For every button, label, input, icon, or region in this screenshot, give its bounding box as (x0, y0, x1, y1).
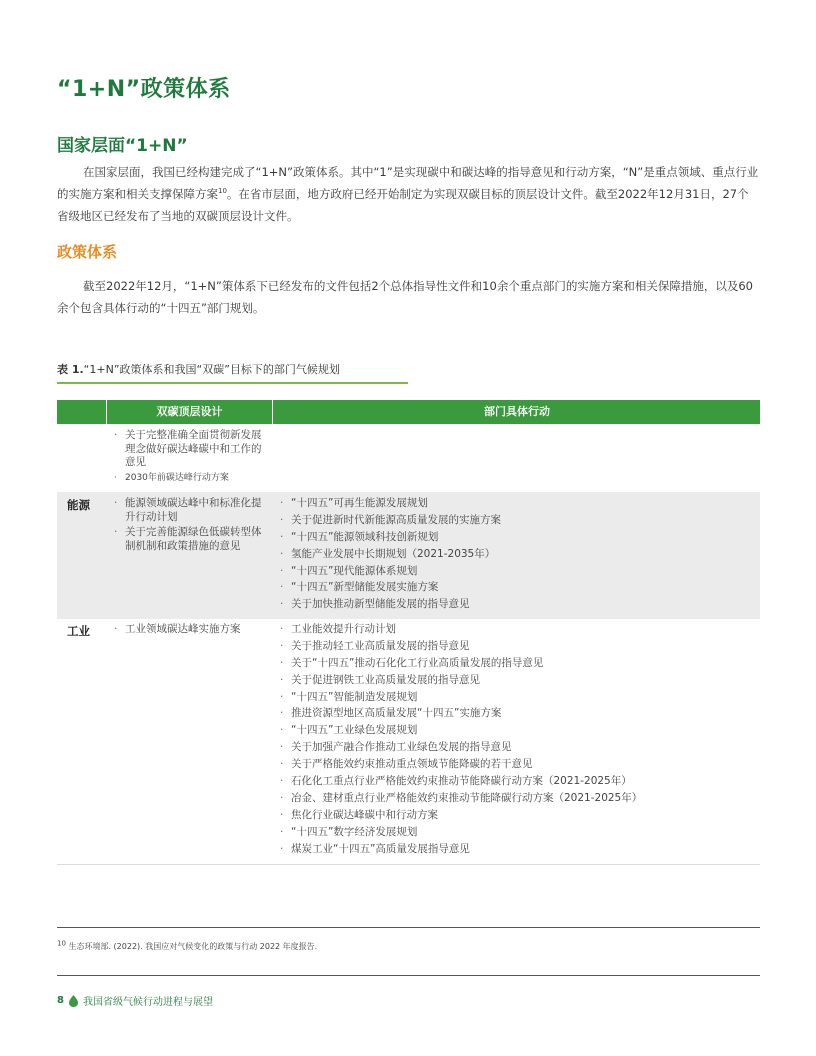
list-item: · 关于“十四五”推动石化化工行业高质量发展的指导意见 (277, 657, 747, 671)
table-header-divider (106, 400, 107, 424)
list-item: · “十四五”数字经济发展规划 (277, 826, 747, 840)
section-heading-national: 国家层面“1+N” (57, 136, 188, 156)
table-header-top-level: 双碳顶层设计 (156, 405, 223, 418)
top-level-list (111, 497, 263, 555)
paragraph-national-a: 在国家层面，我国已经构建完成了“1+N”政策体系。其中“1”是实现碳中和碳达峰的指导意见和行动方案，“N”是重点领域、重点行业的实施方案和相关支撑保障方案 (57, 165, 759, 201)
footnote-divider (57, 927, 760, 928)
leaf-icon (69, 995, 78, 1007)
page-number: 8 (57, 995, 64, 1006)
list-item: · “十四五”可再生能源发展规划 (277, 497, 747, 511)
actions-list (277, 497, 747, 615)
footnote (57, 941, 317, 952)
list-item: · “十四五”新型储能发展实施方案 (277, 581, 747, 595)
list-item: · “十四五”智能制造发展规划 (277, 691, 747, 705)
list-item: · “十四五”能源领域科技创新规划 (277, 531, 747, 545)
page-title: “1+N”政策体系 (57, 77, 231, 102)
table-header (57, 400, 760, 424)
list-item: · 关于加快推动新型储能发展的指导意见 (277, 598, 747, 612)
list-item: · 关于促进新时代新能源高质量发展的实施方案 (277, 514, 747, 528)
footer (57, 993, 213, 1008)
table-caption-underline (57, 382, 408, 384)
list-item: · 工业领域碳达峰实施方案 (111, 623, 271, 637)
paragraph-national (57, 161, 760, 227)
list-item: · 2030年前碳达峰行动方案 (111, 472, 263, 486)
row-label-industry: 工业 (67, 624, 90, 638)
table-caption-label: 表 1. (57, 363, 84, 376)
footnote-number: 10 (57, 939, 66, 948)
table-header-divider (272, 400, 273, 424)
table-header-actions: 部门具体行动 (484, 405, 550, 418)
list-item: · 氢能产业发展中长期规划（2021-2035年） (277, 548, 747, 562)
list-item: · 关于严格能效约束推动重点领域节能降碳的若干意见 (277, 758, 747, 772)
list-item: · 关于完整准确全面贯彻新发展理念做好碳达峰碳中和工作的意见 (111, 429, 263, 470)
list-item: · 焦化行业碳达峰碳中和行动方案 (277, 809, 747, 823)
top-level-list (111, 623, 271, 639)
footer-divider (57, 975, 760, 976)
list-item: · 石化化工重点行业严格能效约束推动节能降碳行动方案（2021-2025年） (277, 775, 747, 789)
list-item: · “十四五”现代能源体系规划 (277, 565, 747, 579)
section-heading-policy: 政策体系 (57, 243, 118, 261)
list-item: · 推进资源型地区高质量发展“十四五”实施方案 (277, 707, 747, 721)
footnote-text: 生态环境部. (2022). 我国应对气候变化的政策与行动 2022 年度报告. (68, 942, 318, 951)
list-item: · 煤炭工业“十四五”高质量发展指导意见 (277, 843, 747, 857)
actions-list (277, 623, 747, 859)
list-item: · “十四五”工业绿色发展规划 (277, 724, 747, 738)
list-item: · 冶金、建材重点行业严格能效约束推动节能降碳行动方案（2021-2025年） (277, 792, 747, 806)
paragraph-policy: 截至2022年12月，“1+N”策体系下已经发布的文件包括2个总体指导性文件和10余个重点部门的实施方案和相关保障措施，以及60余个包含具体行动的“十四五”部门规划。 (57, 279, 753, 315)
footer-title: 我国省级气候行动进程与展望 (82, 997, 213, 1008)
table-caption (57, 361, 340, 377)
list-item: · 关于促进钢铁工业高质量发展的指导意见 (277, 674, 747, 688)
paragraph-national-b: 。在省市层面，地方政府已经开始制定为实现双碳目标的顶层设计文件。截至2022年12月31日，27个省级地区已经发布了当地的双碳顶层设计文件。 (57, 187, 749, 223)
top-level-list (111, 429, 263, 487)
footnote-ref[interactable]: 10 (218, 187, 227, 196)
list-item: · 关于完善能源绿色低碳转型体制机制和政策措施的意见 (111, 526, 263, 553)
list-item: · 能源领域碳达峰中和标准化提升行动计划 (111, 497, 263, 524)
row-label-energy: 能源 (67, 498, 90, 512)
list-item: · 工业能效提升行动计划 (277, 623, 747, 637)
list-item: · 关于加强产融合作推动工业绿色发展的指导意见 (277, 741, 747, 755)
list-item: · 关于推动轻工业高质量发展的指导意见 (277, 640, 747, 654)
table-caption-text: “1+N”政策体系和我国“双碳”目标下的部门气候规划 (83, 363, 340, 376)
